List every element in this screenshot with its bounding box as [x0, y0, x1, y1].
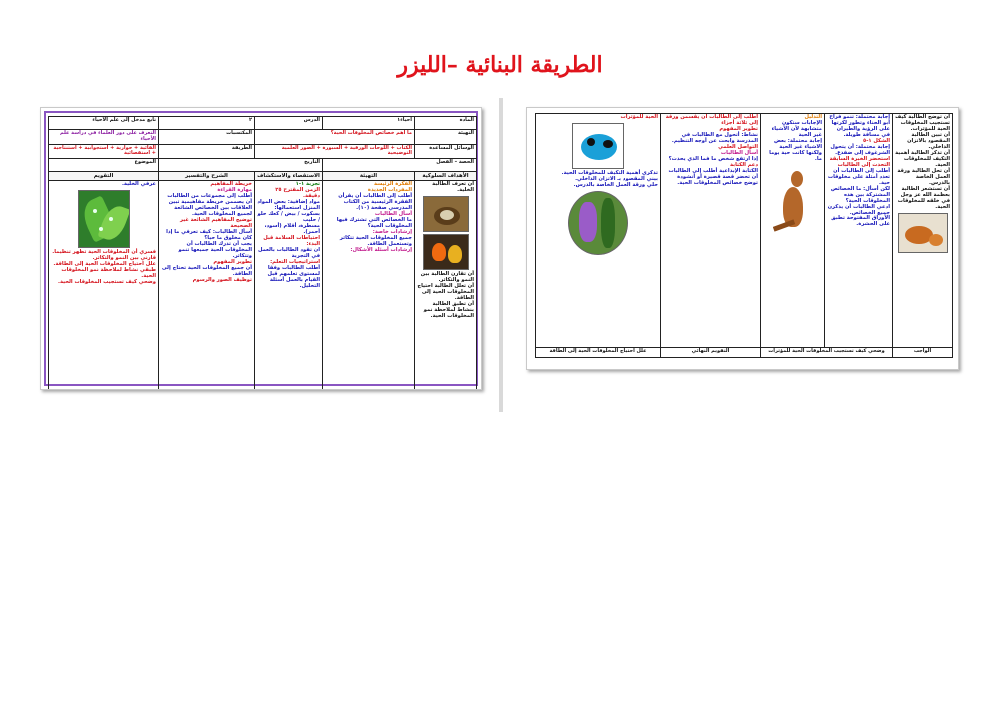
header-row-4 — [49, 159, 477, 172]
col-intro: التهيئة — [323, 172, 415, 181]
right-b-item: التحدث إلى الطالبات — [837, 161, 890, 168]
right-d-item: أسأل الطالبات — [720, 149, 758, 156]
right-c-item: التدليل — [804, 114, 822, 120]
right-a-item: أن تذكر الطالبة أهمية التكيف للمخلوقات الحية. — [895, 149, 950, 168]
frog-photo — [572, 123, 624, 169]
evaluate-item: فسري أن المخلوقات الحية تظهر تنظيما. — [52, 249, 156, 256]
kangaroo-photo — [773, 165, 813, 245]
objective-item: أن تقارن الطالبة بين النمو والتكاثر. — [420, 271, 474, 284]
right-col-e — [536, 114, 661, 348]
right-d-item: دعم الكتابة — [730, 161, 758, 168]
subject-value: أحياء١ — [323, 117, 415, 130]
intro-item: إرشادات أسئلة الأشكال: — [350, 246, 412, 253]
explain-item: أسأل الطالبات: كيف تعرفي ما إذا كان مخلوق ما حيا؟ — [166, 228, 252, 241]
evaluate-item: علل احتياج المخلوقات الحية إلى الطاقة. — [53, 261, 156, 268]
inquiry-item: احتياطات السلامة قبل البدء: — [263, 234, 320, 247]
footer-energy: علل احتياج المخلوقات الحية إلى الطاقة — [536, 348, 661, 358]
objectives-cell — [415, 181, 477, 390]
col-objectives: الأهداف السلوكية — [415, 172, 477, 181]
right-e-item: تذكري أهمية التكيف للمخلوقات الحية. — [561, 169, 658, 176]
right-d-item: التواصل العلمي — [718, 143, 758, 150]
right-d-item: إذا ارتفع شخص ما فما الذي يحدث؟ — [668, 155, 758, 162]
plant-photo — [568, 191, 628, 255]
method-label: الطريقة — [159, 144, 255, 159]
right-col-b — [825, 114, 893, 348]
page-title: الطريقة البنائية –الليزر — [397, 52, 603, 78]
inquiry-item: تجربة ١-١ — [295, 181, 320, 188]
page-divider — [499, 98, 503, 412]
right-c-item: إجابة محتملة: بعض الاشياء غير الحية — [773, 137, 822, 150]
right-a-item: أن توضح الطالبة كيف تستجيب المخلوقات الحية للمؤثرات. — [895, 114, 950, 132]
period-label: الحصة – الفصل — [323, 159, 477, 172]
column-header-row — [49, 172, 477, 181]
explain-item: مهارة القراءة — [217, 187, 252, 194]
intro-item: أطلب إلى الطالبات أن يقرأن الفقرة الرئيسية من الكتاب المدرسي صفحة (١٠). — [338, 193, 412, 212]
header-row-3 — [49, 144, 477, 159]
right-a-item: أن تستشعر الطالبة بعظمة الله عز وجل في خلقه للمخلوقات الحية. — [897, 185, 950, 210]
evaluate-item: طبقي نشاط لملاحظة نمو المخلوقات الحية. — [61, 267, 156, 280]
right-e-item: بيني المقصود بـ الاتزان الداخلي. — [575, 175, 658, 182]
homework-label: الواجب — [893, 348, 953, 358]
explain-item: يجب أن تدرك الطالبات أن المخلوقات الحية جميعها تنمو وتتكاثر. — [178, 240, 252, 259]
col-evaluate: التقويم — [49, 172, 159, 181]
lesson-plan-table-right — [535, 113, 953, 358]
right-b-item: إجابة محتملة: تنمو فراخ أبو الحناء وتطور لكرتها على الرؤية والطيران في مسافة طويلة. — [829, 114, 890, 138]
inquiry-item: استراتيجيات التعلم: — [270, 258, 320, 265]
inquiry-item: أطلب الطالبات وفقا لمستوى تعلمهم قبل القيام بالعمل أسئلة التحليل. — [267, 264, 320, 289]
inquiry-item: الزمن المقترح ٢٥ دقيقة. — [275, 187, 320, 200]
right-b-item: ادعي الطالبات أن يذكرن جميع الخصائص. — [827, 203, 890, 216]
right-body-row — [536, 114, 953, 348]
explain-item: أطلب إلى مجموعات من الطالبات أن يصممن خريطة مفاهيمية تبين العلاقات بين الخصائص الشائعة لجميع المخلوقات الحية. — [167, 193, 252, 218]
subject-label: المادة — [415, 117, 477, 130]
evaluate-item: قارني بين النمو والتكاثر. — [92, 255, 156, 262]
topic-label: الموضوع — [49, 159, 159, 172]
right-a-item: أن تحل الطالبة ورقة العمل الخاصة بالدرس. — [897, 167, 950, 186]
body-row — [49, 181, 477, 390]
right-a-item: أن تبين الطالبة المقصود بالاتزان الداخلي. — [907, 131, 950, 150]
right-b-item: الأوراق المفتوحة تطبق على الحشرة. — [831, 215, 890, 228]
right-b-item: إجابة محتملة: أن يتحول الشرغوف إلى ضفدع. — [830, 143, 890, 156]
explain-item: توظيف الصور والرسوم — [192, 276, 252, 283]
right-footer-row — [536, 348, 953, 358]
explain-item: تطوير المفهوم — [213, 258, 252, 265]
chicks-photo — [423, 234, 469, 270]
right-d-item: الكتابة الإبداعية أطلب إلى الطالبات أن تحضر قصة قصيرة أو أنشودة توضح خصائص المخلوقات الحية. — [668, 167, 758, 186]
objective-item: أن تطبق الطالبة بنشاط لملاحظة نمو المخلوقات الحية. — [423, 300, 474, 319]
col-explain: الشرح والتفسير — [159, 172, 255, 181]
intro-value: ما أهم خصائص المخلوقات الحية؟ — [255, 130, 415, 145]
right-b-item: الشكل ١-٥ — [863, 137, 890, 144]
evaluate-item: وضحي كيف تستجيب المخلوقات الحية. — [57, 279, 156, 286]
essentials-label: المكتسبات — [159, 130, 255, 145]
header-row-2 — [49, 130, 477, 145]
footer-explain: وضحي كيف تستجيب المخلوقات الحية للمؤثرات — [761, 348, 893, 358]
evaluate-item: عرفي الخلية. — [121, 181, 156, 188]
lesson-label: الدرس — [255, 117, 323, 130]
evaluate-cell — [49, 181, 159, 390]
right-col-c — [761, 114, 825, 348]
right-d-item: تطوير المفهوم — [719, 125, 758, 132]
right-b-item: استحضر الخبرة السابقة — [829, 155, 890, 162]
intro-item: إرشادات خاصة: — [372, 228, 412, 235]
lesson-value: ٢ — [159, 117, 255, 130]
intro-item: الفكرة الرئيسة — [373, 181, 412, 188]
intro-item: جميع المخلوقات الحية تتكاثر وتستعمل الطاقة. — [339, 234, 412, 247]
animals-photo — [898, 213, 948, 253]
right-b-item: أطلب إلى الطالبات أن تعدد أمثلة على مخلوقات حية. — [827, 167, 890, 186]
leaf-photo — [78, 190, 130, 248]
lesson-plan-sheet-left — [40, 107, 482, 390]
explain-item: أن جميع المخلوقات الحية تحتاج إلى الطاقة. — [161, 264, 252, 277]
right-d-item: نشاط: أتحول مع الطالبات في المدرسة وابحث عن أوجه التنظيم. — [671, 131, 758, 144]
header-row-1 — [49, 117, 477, 130]
essentials-value: التعرف على دور العلماء في دراسة علم الأحياء — [49, 130, 159, 145]
right-col-a — [893, 114, 953, 348]
nest-photo — [423, 196, 469, 232]
inquiry-item: مواد إضافية: بعض المواد المنزل استعمالها: بسكوت / بيض / كعك حلو / حليب — [257, 199, 320, 224]
right-d-item: أطلب إلى الطالبات أن يقسمن ورقة إلى ثلاثة أجزاء — [665, 114, 758, 126]
explain-cell — [159, 181, 255, 390]
right-c-item: ولكنها كانت حية يوما ما. — [769, 149, 822, 162]
right-b-item: لكن أسأل: ما الخصائص المشتركة بين هذه المخلوقات الحية؟ — [830, 185, 890, 204]
right-e-item: حلي ورقة العمل الخاصة بالدرس. — [573, 181, 658, 188]
aids-label: الوسائل المساعدة — [415, 144, 477, 159]
objective-item: أن تعرف الطالبة الخلية. — [432, 181, 474, 194]
intro-item: أسأل الطالبات — [374, 211, 412, 218]
intro-cell — [323, 181, 415, 390]
intro-item: المفردات الجديدة — [367, 187, 412, 194]
right-c-item: الإجابات ستكون متشابهة لأن الأشياء غير الحية — [771, 119, 822, 138]
intro-label: التهيئة — [415, 130, 477, 145]
aids-value: الكتاب + اللوحات الورقية + السبورة + الصور العلمية التوضيحية — [255, 144, 415, 159]
right-col-d — [661, 114, 761, 348]
inquiry-item: مسطرة، أقلام (أسود، أحمر). — [264, 222, 320, 235]
inquiry-item: ان تقود الطالبات بالعمل في التجربة — [257, 246, 320, 259]
explain-item: خريطة المفاهيم — [210, 181, 252, 188]
method-value: الفائية + حوارية + استجوابية + استنتاجية + استقصائية — [49, 144, 159, 159]
explain-item: توضيح المفاهيم الشائعة غير الصحيحة — [179, 217, 252, 229]
final-eval-label: التقويم النهائي — [661, 348, 761, 358]
topic-value: تابع مدخل إلى علم الأحياء — [49, 117, 159, 130]
lesson-plan-table-left — [48, 116, 477, 390]
lesson-plan-sheet-right — [526, 107, 959, 370]
intro-item: ما الخصائص التي تشترك فيها المخلوقات الحية؟ — [336, 217, 412, 229]
col-inquiry: الاستقصاء والاستكشاف — [255, 172, 323, 181]
date-label: التاريخ — [159, 159, 323, 172]
inquiry-cell — [255, 181, 323, 390]
right-e-item: الحية للمؤثرات — [620, 114, 658, 120]
objective-item: أن تعلل الطالبة احتياج المخلوقات الحية إلى الطاقة. — [417, 283, 474, 302]
